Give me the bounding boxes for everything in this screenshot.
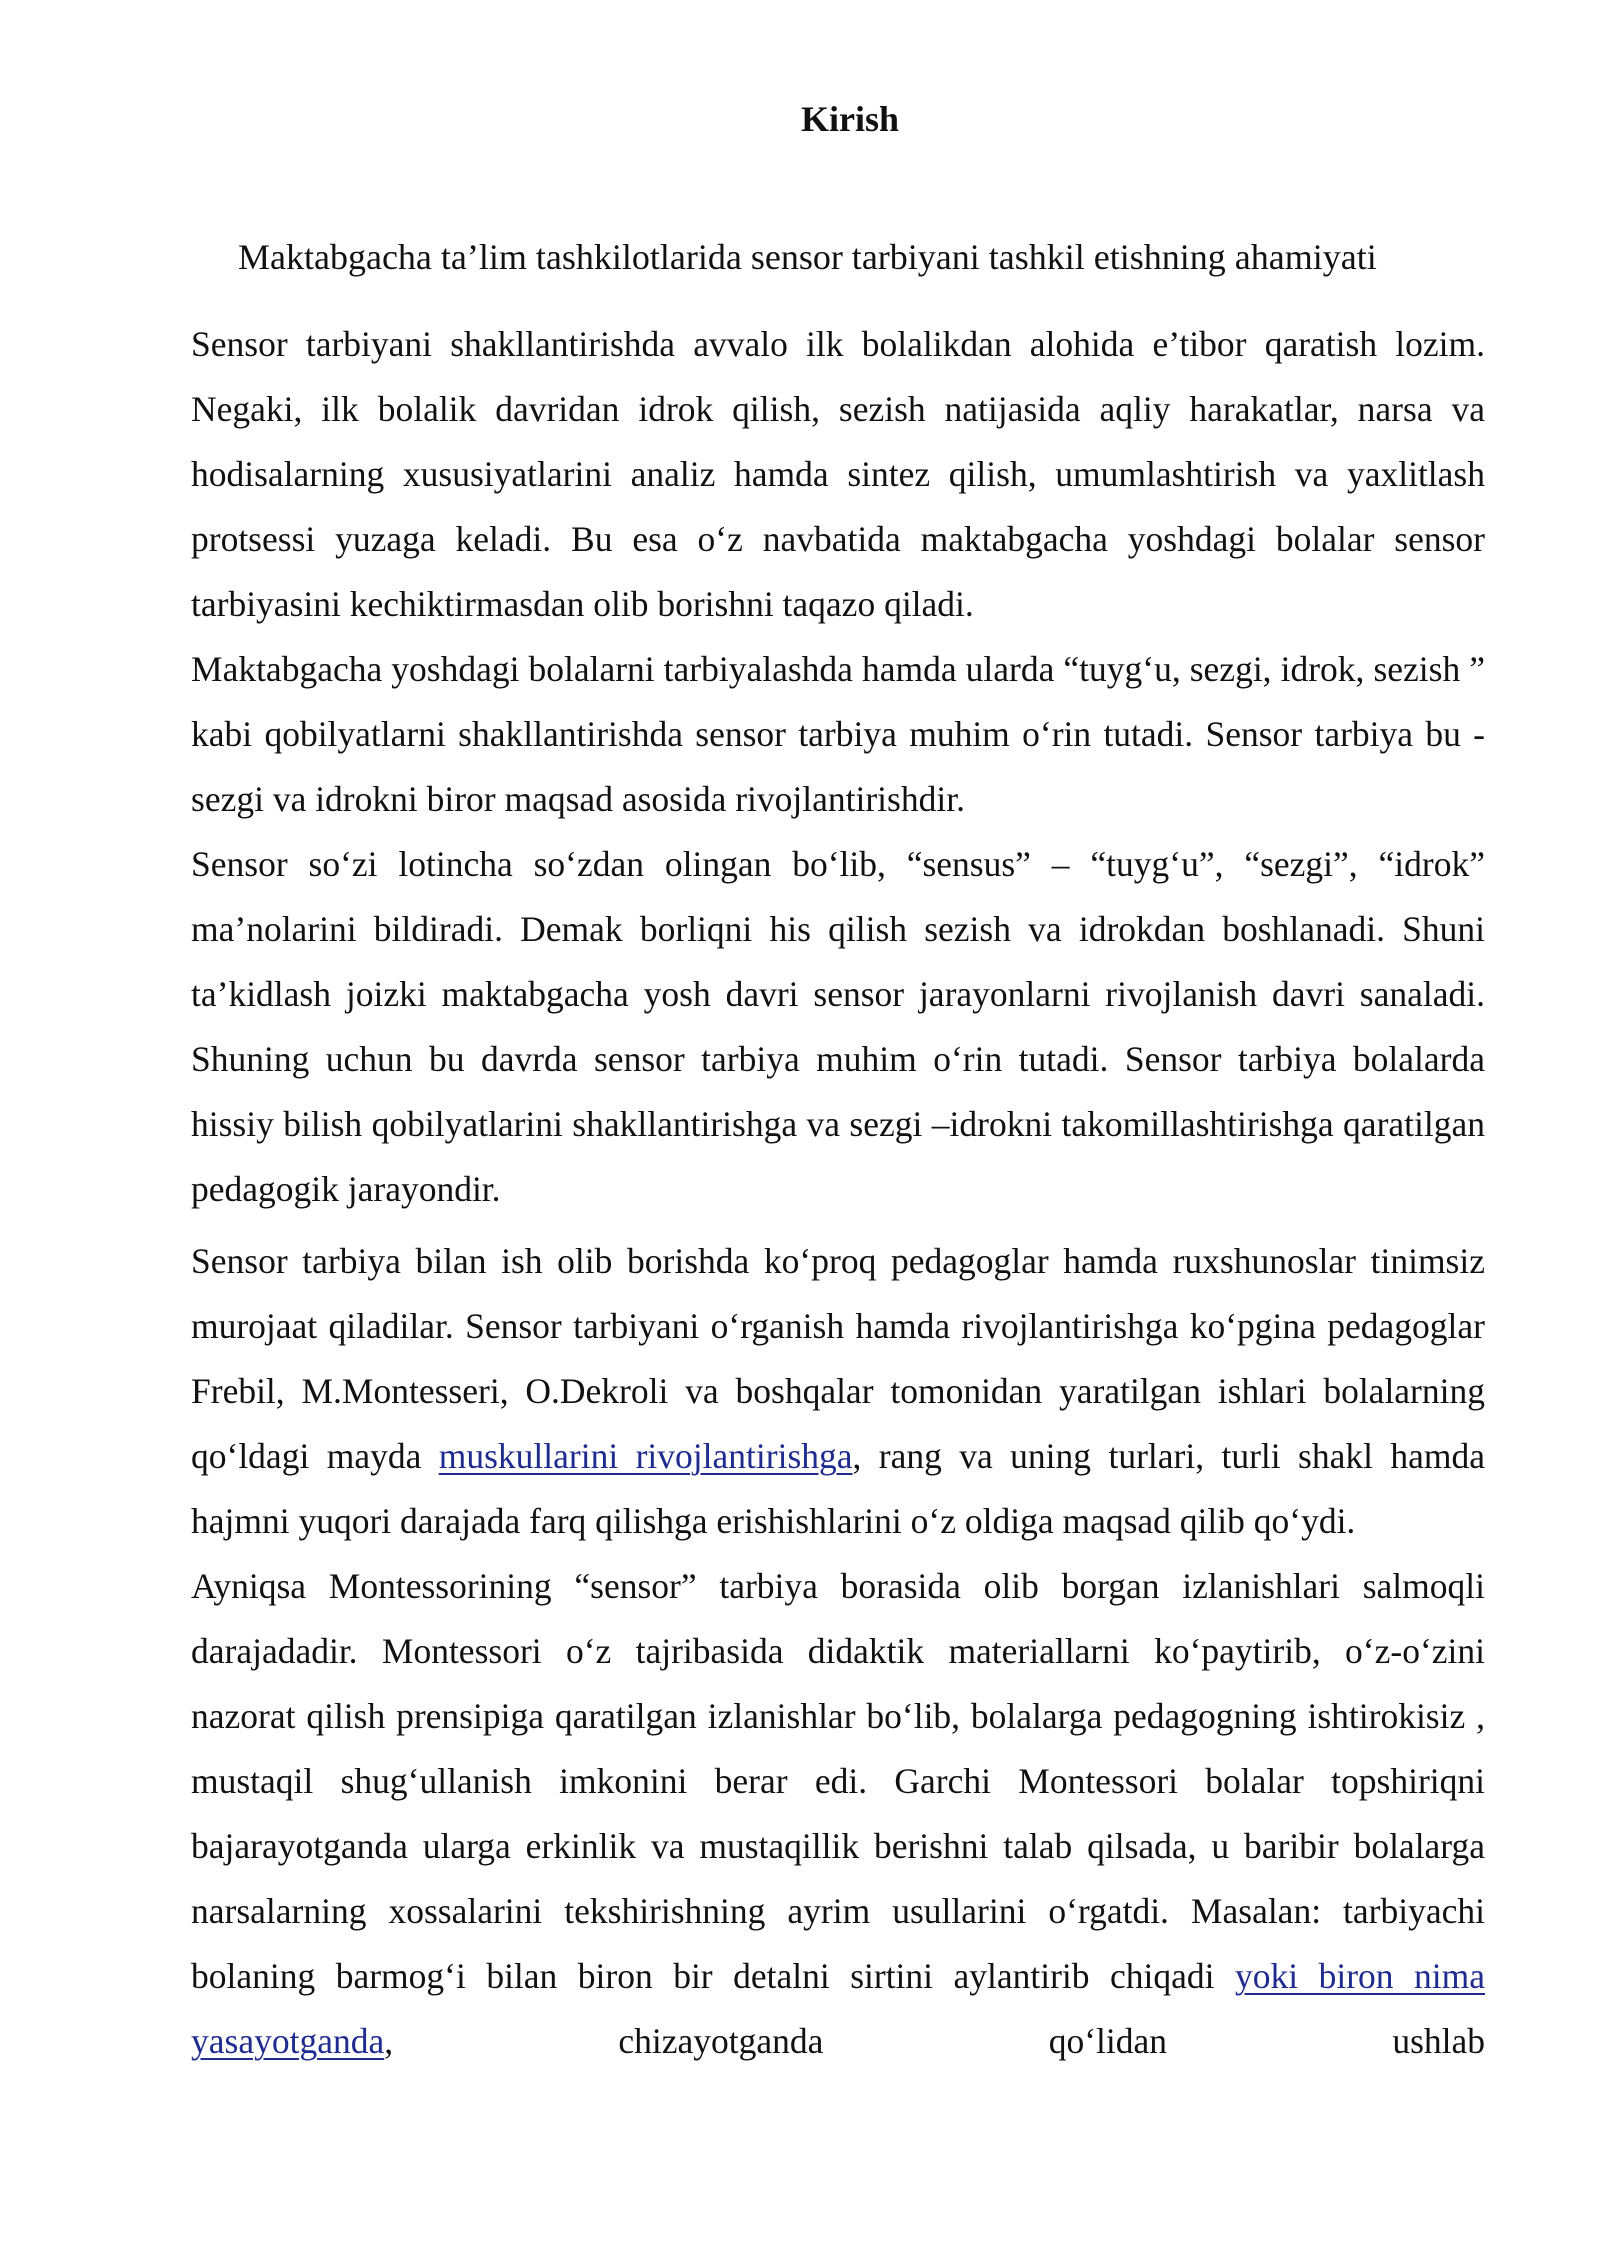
- hyperlink-yoki-biron[interactable]: yoki biron nima yasayotganda: [191, 1956, 1485, 2061]
- paragraph: Sensor tarbiyani shakllantirishda avvalo ilk bolalikdan alohida e’tibor qaratish lozim. Negaki, ilk bolalik davridan idrok qilish, sezish natijasida aqliy harakatlar, narsa va hodisalarning xususiyatlarini analiz hamda sintez qilish, umumlashtirish va yaxlitlash protsessi yuzaga keladi. Bu esa o‘z navbatida maktabgacha yoshdagi bolalar sensor tarbiyasini kechiktirmasdan olib borishni taqazo qiladi.: [191, 324, 1485, 624]
- paragraph: Sensor so‘zi lotincha so‘zdan olingan bo‘lib, “sensus” – “tuyg‘u”, “sezgi”, “idrok” ma’nolarini bildiradi. Demak borliqni his qilish sezish va idrokdan boshlanadi. Shuni ta’kidlash joizki maktabgacha yosh davri sensor jarayonlarni rivojlanish davri sanaladi. Shuning uchun bu davrda sensor tarbiya muhim o‘rin tutadi. Sensor tarbiya bolalarda hissiy bilish qobilyatlarini shakllantirishga va sezgi –idrokni takomillashtirishga qaratilgan pedagogik jarayondir.: [191, 844, 1485, 1209]
- document-body: [191, 312, 1485, 2074]
- paragraph-text: , rang va uning turlari, turli shakl hamda hajmni yuqori darajada farq qilishga erishishlarini o‘z oldiga maqsad qilib qo‘ydi.: [191, 1436, 1485, 1541]
- hyperlink-muskullarini[interactable]: muskullarini rivojlantirishga: [438, 1436, 853, 1476]
- paragraph-text: , chizayotganda qo‘lidan ushlab: [384, 2021, 1485, 2061]
- section-subtitle: Maktabgacha ta’lim tashkilotlarida sensor tarbiyani tashkil etishning ahamiyati: [238, 237, 1377, 277]
- paragraph-text: Sensor tarbiya bilan ish olib borishda ko‘proq pedagoglar hamda ruxshunoslar tinimsiz murojaat qiladilar. Sensor tarbiyani o‘rganish hamda rivojlantirishga ko‘pgina pedagoglar Frebil, M.Montesseri, O.Dekroli va boshqalar tomonidan yaratilgan ishlari bolalarning qo‘ldagi mayda: [191, 1241, 1485, 1476]
- page-title: Kirish: [800, 99, 899, 139]
- paragraph: [191, 1229, 1485, 1554]
- paragraph-text: Ayniqsa Montessorining “sensor” tarbiya borasida olib borgan izlanishlari salmoqli darajadadir. Montessori o‘z tajribasida didaktik materiallarni ko‘paytirib, o‘z-o‘zini nazorat qilish prensipiga qaratilgan izlanishlar bo‘lib, bolalarga pedagogning ishtirokisiz , mustaqil shug‘ullanish imkonini berar edi. Garchi Montessori bolalar topshiriqni bajarayotganda ularga erkinlik va mustaqillik berishni talab qilsada, u baribir bolalarga narsalarning xossalarini tekshirishning ayrim usullarini o‘rgatdi. Masalan: tarbiyachi bolaning barmog‘i bilan biron bir detalni sirtini aylantirib chiqadi: [191, 1566, 1485, 1996]
- paragraph: [191, 1554, 1485, 2074]
- paragraph: Maktabgacha yoshdagi bolalarni tarbiyalashda hamda ularda “tuyg‘u, sezgi, idrok, sezish ” kabi qobilyatlarni shakllantirishda sensor tarbiya muhim o‘rin tutadi. Sensor tarbiya bu - sezgi va idrokni biror maqsad asosida rivojlantirishdir.: [191, 649, 1485, 819]
